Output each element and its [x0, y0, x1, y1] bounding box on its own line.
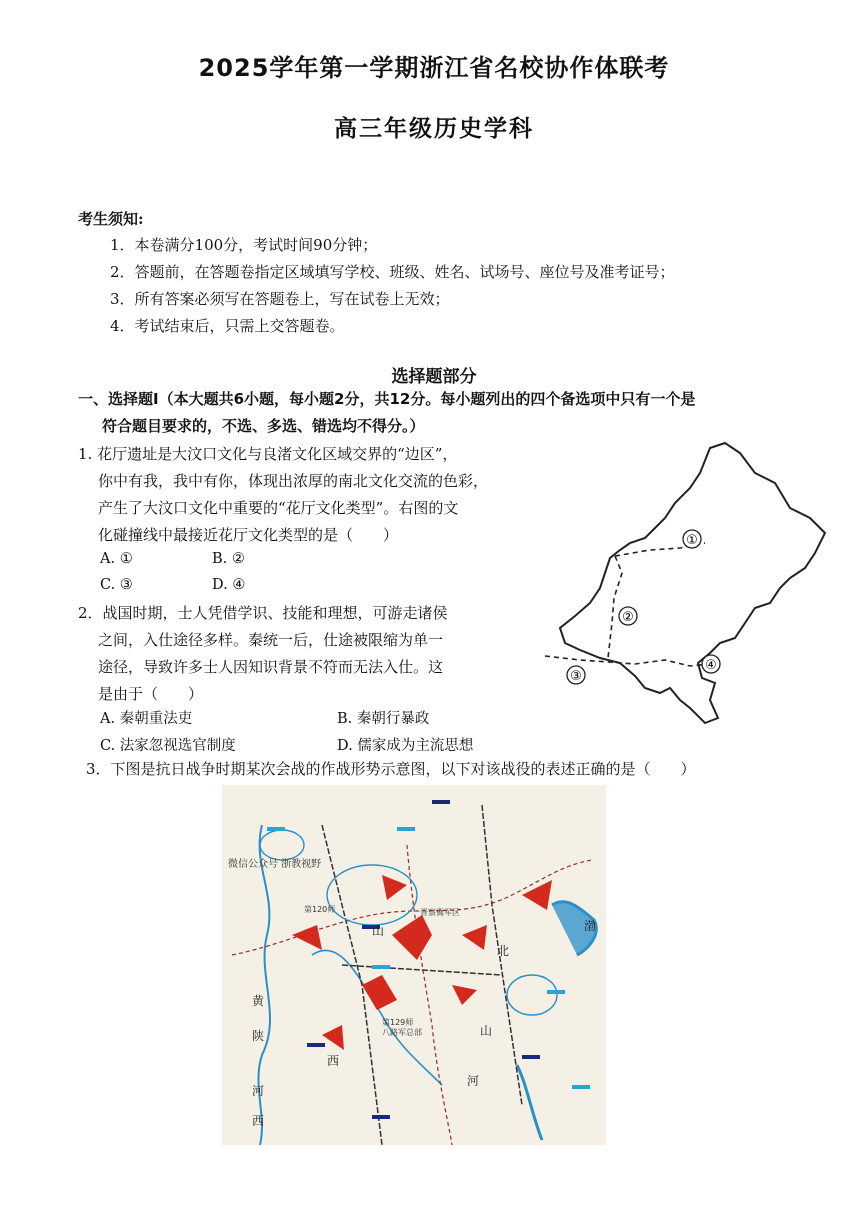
china-unit — [397, 827, 415, 831]
q1-line: 1. 花厅遗址是大汶口文化与良渚文化区域交界的“边区”， — [78, 445, 458, 463]
china-unit — [572, 1085, 590, 1089]
battle-map-svg — [222, 785, 606, 1145]
notice-heading: 考生须知: — [78, 210, 144, 228]
culture-line-2 — [608, 556, 622, 658]
section-heading: 选择题部分 — [391, 367, 477, 387]
question-1 — [78, 441, 540, 549]
region-outline — [560, 443, 825, 723]
map-label: 山 — [480, 1024, 493, 1038]
map-background — [222, 785, 606, 1145]
map-label: 晋察冀军区 — [420, 908, 460, 917]
japan-unit — [522, 1055, 540, 1059]
q2-line: 是由于（ ） — [98, 685, 204, 703]
notice-item: 3．所有答案必须写在答题卷上，写在试卷上无效； — [110, 290, 450, 308]
q1-line: 你中有我，我中有你，体现出浓厚的南北文化交流的色彩， — [98, 472, 489, 490]
map-label: 八路军总部 — [382, 1028, 422, 1037]
notice-item: 4．考试结束后，只需上交答题卷。 — [110, 317, 345, 335]
map-label: 第120师 — [304, 905, 336, 914]
q2-option-a[interactable]: A. 秦朝重法吏 — [100, 711, 193, 727]
q1-option-b[interactable]: B. ② — [212, 551, 245, 567]
exam-subtitle: 高三年级历史学科 — [334, 116, 534, 142]
japan-unit — [432, 800, 450, 804]
japan-unit — [372, 1115, 390, 1119]
map-label: 西 — [327, 1054, 340, 1068]
q2-line: 之间，入仕途径多样。秦统一后，仕途被限缩为单一 — [98, 631, 444, 649]
q2-option-d[interactable]: D. 儒家成为主流思想 — [337, 738, 474, 754]
battle-map — [222, 785, 606, 1145]
map-label: 第129师 — [382, 1018, 414, 1027]
notice-item: 1．本卷满分100分，考试时间90分钟； — [110, 236, 378, 254]
china-unit — [267, 827, 285, 831]
marker-3-label: ③ — [570, 669, 582, 684]
q1-line: 化碰撞线中最接近花厅文化类型的是（ ） — [98, 526, 399, 544]
q1-option-c[interactable]: C. ③ — [100, 577, 133, 593]
map-label: 西 — [252, 1114, 265, 1128]
marker-4-label: ④ — [705, 658, 717, 673]
notice-item: 2．答题前，在答题卷指定区域填写学校、班级、姓名、试场号、座位号及准考证号； — [110, 263, 675, 281]
map-label: 北 — [497, 944, 510, 958]
q2-option-c[interactable]: C. 法家忽视选官制度 — [100, 738, 236, 754]
exam-title: 2025学年第一学期浙江省名校协作体联考 — [198, 54, 670, 82]
q2-option-b[interactable]: B. 秦朝行暴政 — [337, 711, 430, 727]
map-label: 黄 — [252, 994, 265, 1008]
q2-line: 途径，导致许多士人因知识背景不符而无法入仕。这 — [98, 658, 444, 676]
part-line-1: 一、选择题Ⅰ（本大题共6小题，每小题2分，共12分。每小题列出的四个备选项中只有一个是 — [78, 390, 696, 408]
map-label: 河 — [467, 1074, 480, 1088]
question-2 — [78, 600, 540, 708]
china-unit — [372, 965, 390, 969]
culture-line-map-svg — [540, 438, 840, 728]
japan-unit — [307, 1043, 325, 1047]
q2-line: 2．战国时期，士人凭借学识、技能和理想，可游走诸侯 — [78, 604, 448, 622]
culture-line-map — [540, 438, 840, 728]
watermark-label: 微信公众号 浙教视野 — [228, 859, 322, 870]
marker-1-label: ① — [686, 533, 698, 548]
question-3-stem: 3．下图是抗日战争时期某次会战的作战形势示意图，以下对该战役的表述正确的是（ ） — [86, 760, 696, 778]
map-label: 陕 — [252, 1029, 265, 1043]
q1-option-d[interactable]: D. ④ — [212, 577, 246, 593]
marker-2-label: ② — [622, 610, 634, 625]
part-instructions — [78, 386, 838, 440]
part-line-2: 符合题目要求的，不选、多选、错选均不得分。） — [102, 417, 425, 435]
q1-line: 产生了大汶口文化中重要的“花厅文化类型”。右图的文 — [98, 499, 459, 517]
q1-option-a[interactable]: A. ① — [100, 551, 133, 567]
map-label: 渤 — [584, 919, 597, 933]
china-unit — [547, 990, 565, 994]
map-label: 河 — [252, 1084, 265, 1098]
map-label: 山 — [372, 924, 385, 938]
culture-line-3-4 — [545, 656, 710, 666]
